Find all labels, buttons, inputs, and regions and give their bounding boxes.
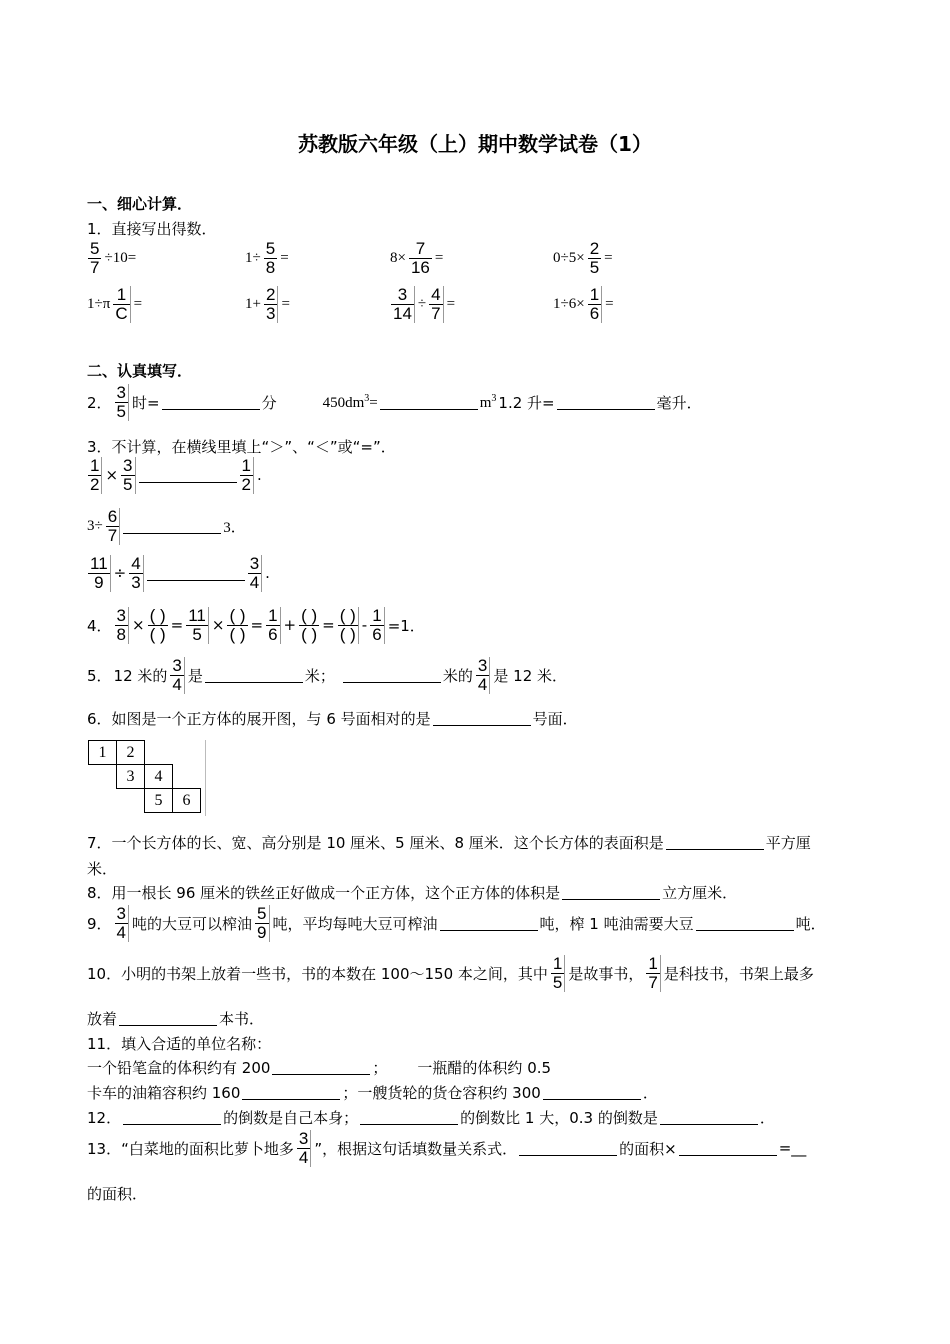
frac-den: 6 xyxy=(268,624,278,644)
q1-r1-d xyxy=(553,240,613,277)
frac-den: 3 xyxy=(131,572,141,592)
net-empty xyxy=(173,741,201,765)
operator: × xyxy=(132,616,145,635)
answer-blank[interactable] xyxy=(557,395,655,410)
text: 12 米的 xyxy=(113,666,168,685)
q1-label: 1．直接写出得数． xyxy=(87,220,217,238)
frac-num: 3 xyxy=(116,904,127,923)
text: 放着 xyxy=(87,1010,118,1028)
frac-den: 4 xyxy=(172,674,182,694)
operator: + xyxy=(283,616,297,635)
q3-c xyxy=(87,555,270,592)
net-empty xyxy=(173,765,201,789)
text: 是 xyxy=(187,666,203,685)
expr-tail: = xyxy=(446,295,456,312)
frac-num: ( ) xyxy=(149,606,166,625)
frac-den: 6 xyxy=(372,624,382,644)
net-empty xyxy=(145,741,173,765)
frac-den: ( ) xyxy=(339,624,356,644)
frac-num: 4 xyxy=(131,554,141,573)
text: 1.2 升= xyxy=(498,393,555,412)
frac-den: 3 xyxy=(265,303,276,323)
text: 本书． xyxy=(219,1010,265,1028)
net-cell-3: 3 xyxy=(117,765,145,789)
text: 是科技书，书架上最多 xyxy=(663,964,814,983)
answer-fraction[interactable] xyxy=(299,607,319,644)
answer-blank[interactable] xyxy=(205,668,303,683)
q2 xyxy=(87,384,702,421)
text: 吨的大豆可以榨油 xyxy=(132,914,253,933)
expr-pre: 3÷ xyxy=(87,517,103,534)
text: 是 12 米． xyxy=(493,666,568,685)
frac-den: 6 xyxy=(589,303,600,323)
operator: = xyxy=(170,616,184,635)
frac-num: 1 xyxy=(372,606,382,625)
frac-num: 5 xyxy=(265,239,276,258)
frac-den: 5 xyxy=(116,401,127,421)
expr-tail: = xyxy=(604,249,613,266)
text: =__ xyxy=(778,1139,807,1158)
text: ； xyxy=(372,1059,388,1077)
q13 xyxy=(87,1130,806,1167)
answer-fraction[interactable] xyxy=(227,607,247,644)
cube-net-table xyxy=(88,740,201,813)
text xyxy=(480,393,497,412)
text: m xyxy=(479,394,492,411)
text: ． xyxy=(642,1084,658,1102)
answer-blank[interactable] xyxy=(272,1060,370,1075)
frac-den: 4 xyxy=(249,572,260,592)
text: 的倒数是自己本身； xyxy=(223,1109,359,1127)
net-cell-4: 4 xyxy=(145,765,173,789)
text: 是故事书， xyxy=(568,964,644,983)
text: 13．“白菜地的面积比萝卜地多 xyxy=(87,1139,294,1158)
q-number: 2． xyxy=(87,393,112,412)
text: 的倒数比 1 大，0.3 的倒数是 xyxy=(460,1109,658,1127)
expr-pre: 1+ xyxy=(245,295,261,312)
section-heading-1: 一、细心计算． xyxy=(87,195,193,213)
frac-num: ( ) xyxy=(301,606,318,625)
frac-num: 11 xyxy=(188,606,206,625)
operator: ÷ xyxy=(113,564,127,583)
frac-num: 1 xyxy=(113,286,129,305)
expr-pre: 0÷5× xyxy=(553,249,585,266)
q10 xyxy=(87,955,814,992)
frac-num: 3 xyxy=(172,656,182,675)
answer-blank[interactable] xyxy=(360,1110,458,1125)
frac-num: ( ) xyxy=(339,606,356,625)
answer-blank[interactable] xyxy=(433,711,531,726)
frac-num: 1 xyxy=(648,954,658,973)
frac-num: 4 xyxy=(431,285,441,304)
expr-tail: = xyxy=(280,249,289,266)
answer-blank[interactable] xyxy=(380,395,478,410)
text: 吨，平均每吨大豆可榨油 xyxy=(272,914,438,933)
frac-num: 6 xyxy=(107,507,118,526)
text: 号面． xyxy=(532,710,578,728)
frac-num: 1 xyxy=(552,954,563,973)
text: 分 xyxy=(261,393,277,412)
frac-num: 5 xyxy=(90,239,100,258)
answer-blank[interactable] xyxy=(666,835,764,850)
answer-blank[interactable] xyxy=(519,1141,617,1156)
q1-r2-c xyxy=(390,286,455,323)
frac-num: 1 xyxy=(589,285,600,304)
q13-cont: 的面积． xyxy=(87,1185,148,1203)
text: 时= xyxy=(132,393,160,412)
cube-net-diagram xyxy=(88,740,201,813)
text: 6．如图是一个正方体的展开图，与 6 号面相对的是 xyxy=(87,710,431,728)
section-heading-2: 二、认真填写． xyxy=(87,362,193,380)
frac-den: 5 xyxy=(589,257,600,277)
frac-den: 5 xyxy=(123,474,133,494)
frac-den: 4 xyxy=(298,1147,309,1167)
frac-num: 1 xyxy=(90,456,100,475)
expr-tail: = xyxy=(605,295,614,312)
frac-den: 16 xyxy=(410,257,430,277)
answer-blank[interactable] xyxy=(242,1085,340,1100)
answer-blank[interactable] xyxy=(119,1011,217,1026)
net-empty xyxy=(117,789,145,813)
frac-den: 7 xyxy=(90,257,100,277)
q4 xyxy=(87,607,425,644)
answer-blank[interactable] xyxy=(139,468,237,483)
frac-den: ( ) xyxy=(149,624,166,644)
answer-blank[interactable] xyxy=(147,566,245,581)
frac-num: 2 xyxy=(265,285,276,304)
frac-num: 7 xyxy=(409,240,432,259)
q6 xyxy=(87,708,578,729)
q-number: 9． xyxy=(87,914,112,933)
q-number: 5． xyxy=(87,666,112,685)
q3-a xyxy=(87,457,262,494)
frac-den: 8 xyxy=(116,624,127,644)
answer-blank[interactable] xyxy=(440,916,538,931)
text: 平方厘 xyxy=(765,834,811,852)
text: = xyxy=(369,394,378,411)
frac-num: 5 xyxy=(257,904,267,923)
frac-num: 3 xyxy=(391,286,414,305)
q11-line2 xyxy=(87,1082,658,1103)
frac-den: 2 xyxy=(241,474,251,494)
q1-r2-b xyxy=(245,286,290,323)
net-empty xyxy=(89,765,117,789)
text: 立方厘米． xyxy=(662,884,738,902)
frac-num: 3 xyxy=(116,383,127,402)
frac-num: 3 xyxy=(249,554,260,573)
frac-den: 7 xyxy=(107,525,118,545)
frac-num: 1 xyxy=(268,606,278,625)
q7-cont: 米． xyxy=(87,860,118,878)
frac-num: 3 xyxy=(116,606,127,625)
frac-num: 3 xyxy=(298,1129,309,1148)
frac-den: ( ) xyxy=(301,624,318,644)
text: . xyxy=(265,564,270,583)
answer-blank[interactable] xyxy=(696,916,794,931)
operator: × xyxy=(105,466,119,485)
q3-b xyxy=(87,508,246,545)
operator: × xyxy=(211,616,225,635)
q12 xyxy=(87,1107,775,1128)
expr-tail: = xyxy=(281,295,290,312)
text: 一个铅笔盒的体积约有 200 xyxy=(87,1059,271,1077)
expr-tail: = xyxy=(133,295,143,312)
page-title: 苏教版六年级（上）期中数学试卷（1） xyxy=(298,132,652,156)
frac-den: 9 xyxy=(257,922,267,942)
operator: = xyxy=(250,616,264,635)
text: 吨，榨 1 吨油需要大豆 xyxy=(539,914,694,933)
text: 7．一个长方体的长、宽、高分别是 10 厘米、5 厘米、8 厘米．这个长方体的表面积是 xyxy=(87,834,664,852)
q1-r2-a xyxy=(87,286,142,323)
frac-den: 7 xyxy=(431,303,441,323)
frac-num: 1 xyxy=(241,456,251,475)
frac-den: 8 xyxy=(265,257,276,277)
text: ”，根据这句话填数量关系式． xyxy=(314,1139,518,1158)
expr-tail: 3． xyxy=(223,519,246,536)
answer-blank[interactable] xyxy=(123,1110,221,1125)
frac-den: C xyxy=(115,303,128,323)
text: . xyxy=(256,466,262,485)
q7 xyxy=(87,832,811,853)
frac-den: 2 xyxy=(90,474,100,494)
expr-pre: 1÷ xyxy=(245,249,261,266)
net-cell-1: 1 xyxy=(89,741,117,765)
frac-den: 5 xyxy=(192,624,202,644)
text: 一瓶醋的体积约 0.5 xyxy=(417,1059,552,1077)
answer-fraction[interactable] xyxy=(148,607,168,644)
q10-cont xyxy=(87,1008,264,1029)
frac-num: 3 xyxy=(477,656,488,675)
q1-r1-a xyxy=(87,240,136,277)
text: 卡车的油箱容积约 160 xyxy=(87,1084,241,1102)
answer-blank[interactable] xyxy=(123,519,221,534)
answer-blank[interactable] xyxy=(162,395,260,410)
superscript: 3 xyxy=(364,392,370,404)
text: 毫升． xyxy=(656,393,702,412)
q-number: 4． xyxy=(87,616,112,635)
operator: ÷ xyxy=(417,295,427,312)
q-number: 12． xyxy=(87,1109,122,1127)
text: ；一艘货轮的货仓容积约 300 xyxy=(342,1084,541,1102)
frac-den: 5 xyxy=(552,972,563,992)
text: 的面积× xyxy=(619,1139,677,1158)
answer-blank[interactable] xyxy=(679,1141,777,1156)
answer-blank[interactable] xyxy=(660,1110,758,1125)
frac-num: 3 xyxy=(123,456,133,475)
q9 xyxy=(87,905,826,942)
q1-r2-d xyxy=(553,286,614,323)
q3-label: 3．不计算，在横线里填上“＞”、“＜”或“=”． xyxy=(87,438,396,456)
q8 xyxy=(87,882,737,903)
expr-pre: 1÷π xyxy=(87,295,111,312)
expr-tail: = xyxy=(434,249,444,266)
frac-den: 14 xyxy=(393,303,412,323)
text: ． xyxy=(759,1109,775,1127)
text: =1． xyxy=(387,616,425,635)
answer-blank[interactable] xyxy=(543,1085,641,1100)
frac-num: ( ) xyxy=(229,606,246,625)
divider xyxy=(205,740,206,816)
q11-line1 xyxy=(87,1057,551,1078)
q1-r1-b xyxy=(245,240,289,277)
frac-num: 11 xyxy=(90,554,108,573)
operator: - xyxy=(361,616,368,635)
q1-r1-c xyxy=(390,240,443,277)
q5 xyxy=(87,657,567,694)
expr-pre: 8× xyxy=(390,249,406,266)
text: 8．用一根长 96 厘米的铁丝正好做成一个正方体，这个正方体的体积是 xyxy=(87,884,561,902)
answer-blank[interactable] xyxy=(562,885,660,900)
frac-num: 2 xyxy=(589,239,600,258)
text: 10．小明的书架上放着一些书，书的本数在 100～150 本之间，其中 xyxy=(87,964,548,983)
frac-den: 4 xyxy=(477,674,488,694)
net-cell-2: 2 xyxy=(117,741,145,765)
net-cell-5: 5 xyxy=(145,789,173,813)
superscript: 3 xyxy=(491,392,497,404)
text: 吨． xyxy=(795,914,826,933)
answer-blank[interactable] xyxy=(343,668,441,683)
frac-den: 9 xyxy=(94,572,104,592)
net-cell-6: 6 xyxy=(173,789,201,813)
expr-tail: ÷10= xyxy=(104,249,137,266)
operator: = xyxy=(322,616,335,635)
net-empty xyxy=(89,789,117,813)
frac-den: ( ) xyxy=(229,624,246,644)
text: 米的 xyxy=(442,666,473,685)
text xyxy=(323,393,378,412)
expr-pre: 1÷6× xyxy=(553,295,585,312)
answer-fraction[interactable] xyxy=(338,607,359,644)
text: 450dm xyxy=(322,394,365,411)
frac-den: 7 xyxy=(648,972,658,992)
q11-label: 11．填入合适的单位名称： xyxy=(87,1035,272,1053)
text: 米； xyxy=(304,666,335,685)
frac-den: 4 xyxy=(116,922,127,942)
